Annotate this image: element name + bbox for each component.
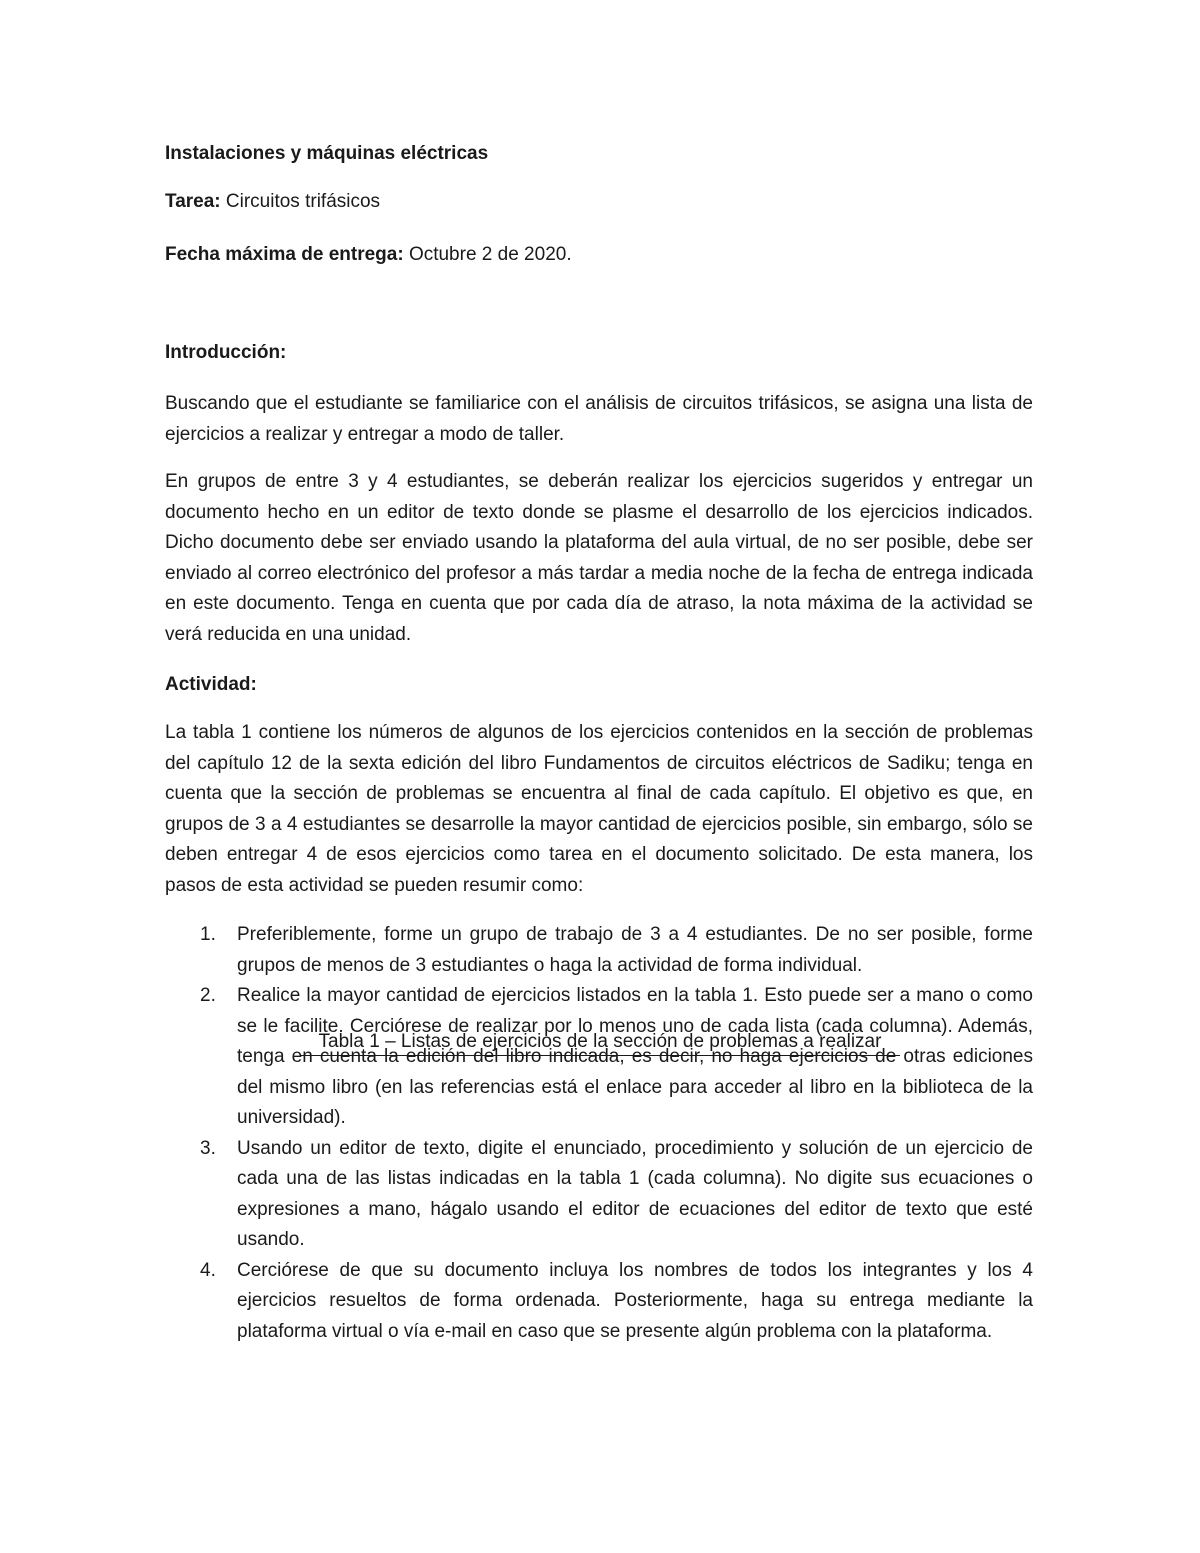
steps-list [165,920,1033,1347]
step-text: Realice la mayor cantidad de ejercicios listados en la tabla 1. Esto puede ser a mano o como se le facilite. Cerciórese de realizar por lo menos uno de cada lista (cada columna). Además, tenga en cuenta la edición del libro indicada, es decir, no haga ejercicios de otras ediciones del mismo libro (en las referencias está el enlace para acceder al libro en la biblioteca de la universidad). [237,985,1033,1128]
caption-underline [300,1055,900,1056]
step-text: Cerciórese de que su documento incluya los nombres de todos los integrantes y los 4 ejercicios resueltos de forma ordenada. Posteriormente, haga su entrega mediante la plataforma virtual o vía e-mail en caso que se presente algún problema con la plataforma. [237,1259,1033,1342]
step-number: 4. [200,1259,216,1281]
activity-paragraph: La tabla 1 contiene los números de algunos de los ejercicios contenidos en la sección de problemas del capítulo 12 de la sexta edición del libro Fundamentos de circuitos eléctricos de Sadiku; tenga en cuenta que la sección de problemas se encuentra al final de cada capítulo. El objetivo es que, en grupos de 3 a 4 estudiantes se desarrolle la mayor cantidad de ejercicios posible, sin embargo, sólo se deben entregar 4 de esos ejercicios como tarea en el documento solicitado. De esta manera, los pasos de esta actividad se pueden resumir como: [165,722,1033,896]
due-date-line [165,243,572,267]
step-item [165,920,1033,981]
step-number: 2. [200,985,216,1006]
table-caption: Tabla 1 – Listas de ejercicios de la sección de problemas a realizar [318,1031,882,1052]
step-item [165,981,1033,1134]
intro-paragraph-2: En grupos de entre 3 y 4 estudiantes, se deberán realizar los ejercicios sugeridos y entregar un documento hecho en un editor de texto donde se plasme el desarrollo de los ejercicios indicados. Dicho documento debe ser enviado usando la plataforma del aula virtual, de no ser posible, debe ser enviado al correo electrónico del profesor a más tardar a media noche de la fecha de entrega indicada en este documento. Tenga en cuenta que por cada día de atraso, la nota máxima de la actividad se verá reducida en una unidad. [165,471,1033,645]
step-number: 3. [200,1137,216,1159]
intro-heading: Introducción: [165,342,287,363]
step-text: Preferiblemente, forme un grupo de trabajo de 3 a 4 estudiantes. De no ser posible, forme grupos de menos de 3 estudiantes o haga la actividad de forma individual. [237,924,1033,976]
task-value: Circuitos trifásicos [225,191,381,212]
step-item [165,1256,1033,1348]
step-text: Usando un editor de texto, digite el enunciado, procedimiento y solución de un ejercicio de cada una de las listas indicadas en la tabla 1 (cada columna). No digite sus ecuaciones o expresiones a mano, hágalo usando el editor de ecuaciones del editor de texto que esté usando. [237,1137,1033,1250]
step-number: 1. [200,924,216,945]
step-item [165,1134,1033,1256]
due-label: Fecha máxima de entrega: [165,244,404,265]
task-label: Tarea: [165,191,221,212]
task-line [165,190,380,214]
due-value: Octubre 2 de 2020. [408,244,572,265]
intro-paragraph-1: Buscando que el estudiante se familiarice con el análisis de circuitos trifásicos, se asigna una lista de ejercicios a realizar y entregar a modo de taller. [165,393,1033,445]
activity-heading: Actividad: [165,674,257,695]
course-title: Instalaciones y máquinas eléctricas [165,143,489,164]
